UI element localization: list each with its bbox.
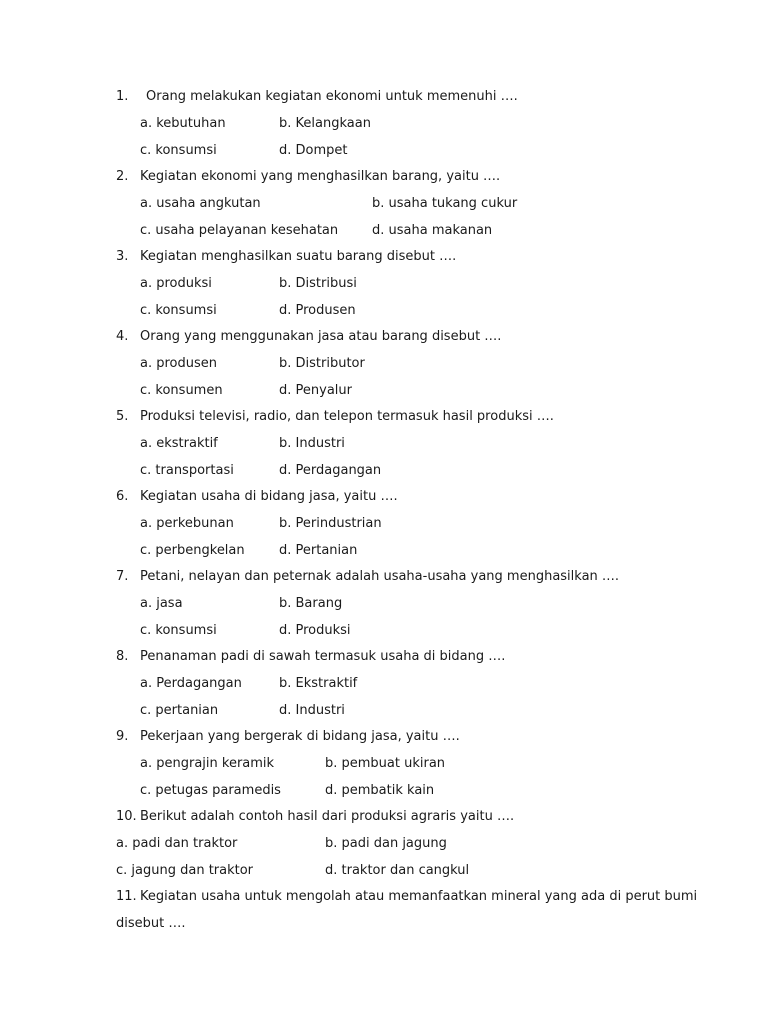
question-number: 10.	[116, 809, 137, 824]
option-b: b. Kelangkaan	[279, 116, 371, 131]
question-text: Petani, nelayan dan peternak adalah usaha-usaha yang menghasilkan ….	[140, 569, 620, 584]
question-text: Orang melakukan kegiatan ekonomi untuk memenuhi ….	[146, 89, 518, 104]
option-b: b. Distribusi	[279, 276, 357, 291]
question-text: Kegiatan usaha di bidang jasa, yaitu ….	[140, 489, 398, 504]
option-c: c. transportasi	[140, 463, 234, 478]
option-d: d. Produsen	[279, 303, 356, 318]
option-c: c. usaha pelayanan kesehatan	[140, 223, 339, 238]
option-a: a. produksi	[140, 276, 212, 291]
option-c: c. konsumsi	[140, 303, 217, 318]
option-b: b. padi dan jagung	[325, 836, 447, 851]
option-a: a. usaha angkutan	[140, 196, 261, 211]
option-c: c. konsumen	[140, 383, 223, 398]
option-b: b. Industri	[279, 436, 345, 451]
question-text-continued: disebut ….	[116, 916, 186, 931]
option-d: d. usaha makanan	[372, 223, 493, 238]
option-b: b. Ekstraktif	[279, 676, 358, 691]
question-number: 3.	[116, 249, 129, 264]
option-d: d. traktor dan cangkul	[325, 863, 470, 878]
question-text: Produksi televisi, radio, dan telepon termasuk hasil produksi ….	[140, 409, 554, 424]
option-a: a. jasa	[140, 596, 183, 611]
option-b: b. pembuat ukiran	[325, 756, 446, 771]
option-c: c. konsumsi	[140, 143, 217, 158]
question-text: Kegiatan usaha untuk mengolah atau memanfaatkan mineral yang ada di perut bumi	[140, 889, 698, 904]
option-c: c. perbengkelan	[140, 543, 245, 558]
option-d: d. Pertanian	[279, 543, 358, 558]
question-number: 5.	[116, 409, 129, 424]
question-number: 1.	[116, 89, 129, 104]
question-text: Penanaman padi di sawah termasuk usaha di bidang ….	[140, 649, 506, 664]
option-a: a. perkebunan	[140, 516, 234, 531]
question-number: 2.	[116, 169, 129, 184]
option-d: d. Industri	[279, 703, 345, 718]
option-b: b. Distributor	[279, 356, 365, 371]
question-number: 11.	[116, 889, 137, 904]
question-number: 9.	[116, 729, 129, 744]
question-text: Orang yang menggunakan jasa atau barang disebut ….	[140, 329, 502, 344]
question-number: 8.	[116, 649, 129, 664]
option-b: b. Perindustrian	[279, 516, 382, 531]
question-number: 6.	[116, 489, 129, 504]
option-c: c. jagung dan traktor	[116, 863, 254, 878]
question-text: Berikut adalah contoh hasil dari produksi agraris yaitu ….	[140, 809, 515, 824]
question-text: Kegiatan ekonomi yang menghasilkan barang, yaitu ….	[140, 169, 501, 184]
option-d: d. Dompet	[279, 143, 348, 158]
option-d: d. Produksi	[279, 623, 351, 638]
option-a: a. padi dan traktor	[116, 836, 238, 851]
question-number: 7.	[116, 569, 129, 584]
option-c: c. pertanian	[140, 703, 219, 718]
option-d: d. pembatik kain	[325, 783, 435, 798]
option-d: d. Perdagangan	[279, 463, 382, 478]
option-b: b. usaha tukang cukur	[372, 196, 518, 211]
question-number: 4.	[116, 329, 129, 344]
option-a: a. kebutuhan	[140, 116, 226, 131]
option-a: a. Perdagangan	[140, 676, 242, 691]
option-a: a. ekstraktif	[140, 436, 218, 451]
option-a: a. produsen	[140, 356, 217, 371]
question-text: Kegiatan menghasilkan suatu barang disebut ….	[140, 249, 457, 264]
option-c: c. konsumsi	[140, 623, 217, 638]
option-b: b. Barang	[279, 596, 343, 611]
option-a: a. pengrajin keramik	[140, 756, 275, 771]
option-c: c. petugas paramedis	[140, 783, 281, 798]
option-d: d. Penyalur	[279, 383, 352, 398]
question-text: Pekerjaan yang bergerak di bidang jasa, yaitu ….	[140, 729, 460, 744]
